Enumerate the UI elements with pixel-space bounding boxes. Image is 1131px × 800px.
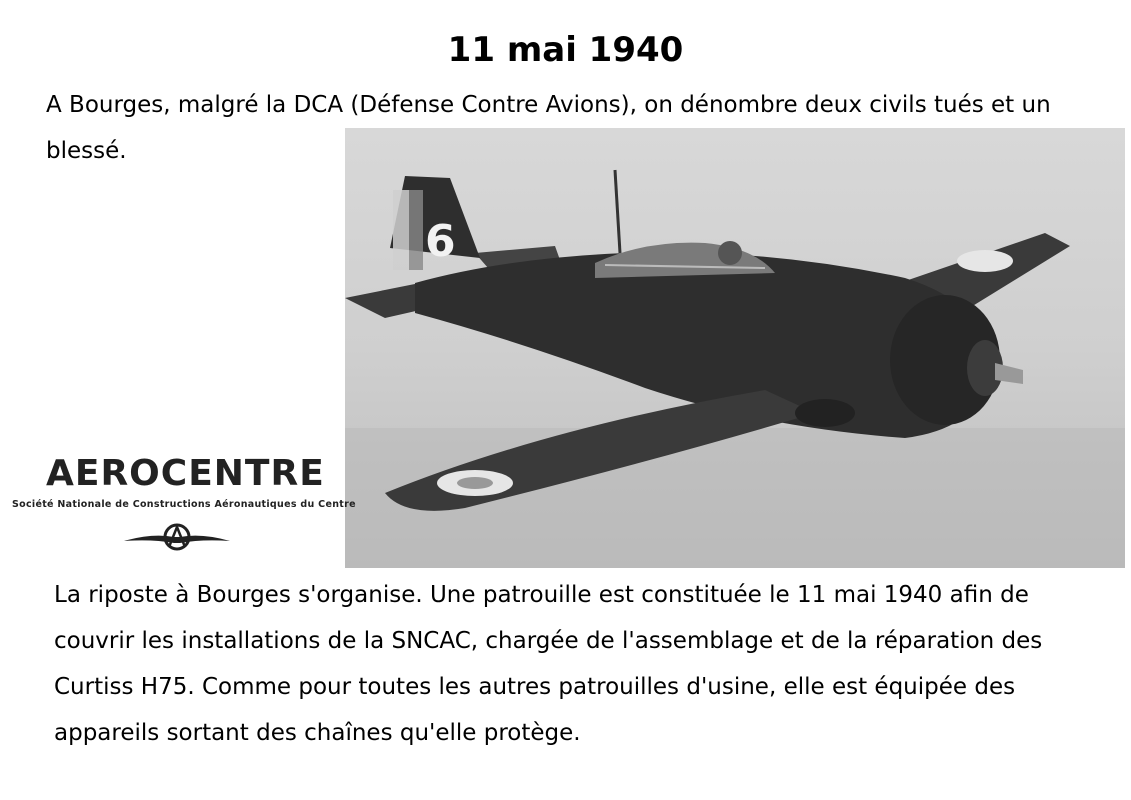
intro-text: A Bourges, malgré la DCA (Défense Contre Avions), on dénombre deux civils tués et un blessé.: [46, 92, 1051, 164]
aerocentre-logo: [10, 453, 356, 565]
roundel-upper: [957, 250, 1013, 272]
curtiss-h75-illustration: [345, 128, 1125, 568]
logo-name: AEROCENTRE: [46, 453, 325, 494]
page-title: 11 mai 1940: [447, 30, 684, 70]
tail-number: 6: [425, 216, 456, 267]
body-text: La riposte à Bourges s'organise. Une patrouille est constituée le 11 mai 1940 afin de couvrir les installations de la SNCAC, chargée de l'assemblage et de la réparation des Curtiss H75. Comme pour toutes les autres patrouilles d'usine, elle est équipée des appareils sortant des chaînes qu'elle protège.: [54, 582, 1043, 746]
wings-emblem-icon: [122, 519, 232, 559]
logo-subtitle: Société Nationale de Constructions Aéronautiques du Centre: [12, 499, 356, 510]
aircraft-photo: [345, 128, 1125, 568]
